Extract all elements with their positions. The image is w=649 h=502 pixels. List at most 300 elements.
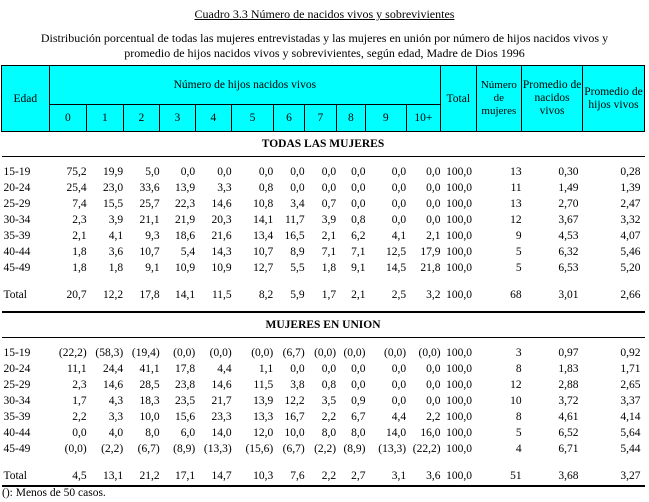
table-cell: 0,8 [258, 182, 274, 194]
header-col-1: 1 [87, 105, 124, 132]
table-cell: 0,0 [426, 214, 441, 226]
table-cell: 2,5 [391, 289, 407, 301]
table-cell: 0,92 [620, 347, 641, 359]
table-cell: 23,8 [175, 379, 196, 391]
table-cell: 3,68 [522, 468, 583, 486]
table-cell: (8,9) [343, 443, 366, 455]
table-cell: 2,65 [620, 379, 641, 391]
table-cell: 0,0 [391, 379, 407, 391]
table-row [2, 228, 645, 244]
table-cell: 100,0 [446, 289, 473, 301]
table-cell: 14,6 [211, 198, 232, 210]
table-cell: 0,0 [426, 166, 441, 178]
table-cell: (13,3) [378, 443, 407, 455]
table-cell: (0,0) [209, 347, 232, 359]
table-cell: 0,0 [351, 166, 366, 178]
row-label: Total [3, 289, 27, 301]
table-cell: 1,49 [558, 182, 579, 194]
table-cell: 100,0 [446, 443, 473, 455]
table-cell: 41,1 [139, 363, 160, 375]
table-cell: 0,0 [426, 198, 441, 210]
table-cell: 21,7 [211, 395, 232, 407]
table-cell: 3,1 [366, 468, 407, 486]
table-cell: 13,9 [175, 182, 196, 194]
header-promedio-nacidos: Promedio de nacidos vivos [522, 66, 583, 132]
table-cell: 3,8 [290, 379, 305, 391]
table-cell: 23,0 [103, 182, 124, 194]
table-cell: 100,0 [446, 262, 473, 274]
table-cell: 9,3 [145, 230, 160, 242]
table-cell: 20,3 [211, 214, 232, 226]
table-cell: 28,5 [139, 379, 160, 391]
table-cell: 3,6 [108, 246, 124, 258]
table-cell: 25,4 [66, 182, 87, 194]
table-cell: 10,9 [211, 262, 232, 274]
table-cell: 12,2 [103, 289, 124, 301]
row-label: Total [2, 468, 50, 486]
table-cell: (15,6) [245, 443, 274, 455]
row-label: 45-49 [3, 262, 31, 274]
table-cell: 3,32 [620, 214, 641, 226]
table-cell: 5,20 [620, 262, 641, 274]
footnote: (): Menos de 50 casos. [2, 487, 106, 499]
table-cell: 3,9 [108, 214, 124, 226]
table-cell: 10,0 [139, 411, 160, 423]
table-cell: 100,0 [446, 246, 473, 258]
table-cell: 13,1 [87, 468, 124, 486]
table-cell: 16,7 [284, 411, 305, 423]
table-cell: 9,1 [351, 262, 366, 274]
table-cell: 12 [510, 379, 522, 391]
header-col-2: 2 [123, 105, 160, 132]
spacer-row [2, 157, 645, 165]
table-cell: 17,8 [139, 289, 160, 301]
table-subtitle: Distribución porcentual de todas las mujeres entrevistadas y las mujeres en unión por número de hijos nacidos vivos y promedio de hijos nacidos vivos y sobrevivientes, según edad, Madre de Dios 1996 [40, 31, 609, 60]
table-cell: 18,6 [175, 230, 196, 242]
table-cell: 4,3 [108, 395, 124, 407]
header-col-4: 4 [195, 105, 232, 132]
header-col-6: 6 [273, 105, 304, 132]
table-cell: 14,0 [385, 427, 407, 439]
table-row [2, 260, 645, 276]
total-row [2, 287, 645, 304]
table-cell: 0,0 [351, 198, 366, 210]
table-cell: 17,1 [160, 468, 195, 486]
table-row [2, 180, 645, 196]
table-cell: 6,2 [351, 230, 366, 242]
table-cell: 5,46 [620, 246, 641, 258]
table-cell: (19,4) [131, 347, 160, 359]
table-cell: 8 [515, 411, 522, 423]
table-cell: (22,2) [412, 443, 441, 455]
header-col-10plus: 10+ [406, 105, 440, 132]
table-cell: (0,0) [173, 347, 196, 359]
table-cell: 5,5 [290, 262, 305, 274]
table-cell: 0,0 [321, 182, 337, 194]
table-cell: 14,6 [103, 379, 124, 391]
table-cell: 0,9 [351, 395, 366, 407]
table-cell: 16,0 [420, 427, 441, 439]
table-cell: 0,0 [426, 182, 441, 194]
table-cell: 1,7 [72, 395, 87, 407]
table-cell: 0,8 [351, 214, 366, 226]
table-row [2, 345, 645, 361]
section-header-row [2, 132, 645, 157]
table-cell: 13,9 [253, 395, 274, 407]
table-title: Cuadro 3.3 Número de nacidos vivos y sobrevivientes [194, 7, 455, 21]
table-cell: 6,7 [351, 411, 366, 423]
table-cell: 7,1 [321, 246, 337, 258]
table-row [2, 425, 645, 441]
table-row [2, 196, 645, 212]
table-cell: 11,5 [211, 289, 232, 301]
table-cell: 9 [515, 230, 522, 242]
table-cell: 5,4 [180, 246, 196, 258]
table-row [2, 164, 645, 180]
table-cell: 100,0 [446, 198, 473, 210]
table-cell: 4,53 [558, 230, 579, 242]
table-cell: 3,67 [558, 214, 579, 226]
section-label: TODAS LAS MUJERES [2, 132, 645, 157]
header-numero-mujeres: Número de mujeres [476, 66, 522, 132]
table-cell: 68 [510, 289, 522, 301]
table-cell: 5,44 [620, 443, 641, 455]
table-cell: 5,9 [290, 289, 305, 301]
spacer-row [2, 457, 645, 468]
table-cell: 2,3 [72, 214, 87, 226]
table-cell: 5,64 [620, 427, 641, 439]
table-cell: 7,6 [273, 468, 304, 486]
table-cell: 6,71 [558, 443, 579, 455]
table-cell: 2,1 [72, 230, 87, 242]
header-col-9: 9 [366, 105, 407, 132]
table-cell: 10,3 [232, 468, 274, 486]
table-cell: 4 [515, 443, 522, 455]
table-cell: 14,1 [253, 214, 274, 226]
table-cell: 2,7 [336, 468, 365, 486]
table-cell: 0,0 [290, 166, 305, 178]
row-label: 30-34 [3, 214, 31, 226]
table-cell: 100,0 [446, 347, 473, 359]
table-cell: 2,88 [558, 379, 579, 391]
table-cell: 100,0 [441, 468, 476, 486]
table-cell: 3,3 [108, 411, 124, 423]
table-cell: 14,5 [385, 262, 407, 274]
table-cell: 20,7 [66, 289, 87, 301]
table-cell: (0,0) [384, 347, 407, 359]
table-cell: (0,0) [251, 347, 274, 359]
table-cell: 100,0 [446, 230, 473, 242]
header-col-5: 5 [232, 105, 274, 132]
table-cell: 4,1 [391, 230, 407, 242]
table-cell: 0,0 [391, 214, 407, 226]
spacer-row [2, 276, 645, 287]
table-cell: 3,4 [290, 198, 305, 210]
row-label: 40-44 [3, 427, 31, 439]
table-cell: (6,7) [137, 443, 160, 455]
table-cell: 0,97 [558, 347, 579, 359]
table-cell: 1,8 [72, 262, 87, 274]
table-cell: 3,72 [558, 395, 579, 407]
table-cell: (0,0) [314, 347, 337, 359]
header-promedio-hijos: Promedio de hijos vivos [583, 66, 645, 132]
table-cell: 3,6 [406, 468, 440, 486]
table-cell: (8,9) [173, 443, 196, 455]
table-cell: 3,27 [583, 468, 645, 486]
table-cell: 0,0 [217, 166, 232, 178]
table-cell: 11 [510, 182, 522, 194]
table-cell: (58,3) [95, 347, 124, 359]
table-cell: 3 [515, 347, 522, 359]
table-cell: 22,3 [175, 198, 196, 210]
table-cell: 4,14 [620, 411, 641, 423]
table-cell: 100,0 [446, 379, 473, 391]
table-cell: 3,3 [217, 182, 232, 194]
row-label: 25-29 [3, 198, 31, 210]
table-cell: 1,83 [558, 363, 579, 375]
table-cell: 100,0 [446, 363, 473, 375]
table-row [2, 393, 645, 409]
table-cell: 4,07 [620, 230, 641, 242]
header-col-8: 8 [336, 105, 365, 132]
header-edad: Edad [2, 66, 50, 132]
table-cell: 6,52 [558, 427, 579, 439]
table-cell: 21,6 [211, 230, 232, 242]
row-label: 15-19 [3, 166, 31, 178]
table-cell: 0,0 [391, 182, 407, 194]
table-cell: 0,0 [391, 166, 407, 178]
table-cell: 1,8 [108, 262, 124, 274]
table-cell: 0,0 [321, 166, 337, 178]
row-label: 45-49 [3, 443, 31, 455]
header-group: Número de hijos nacidos vivos [49, 66, 440, 105]
spacer-row [2, 304, 645, 312]
table-cell: 1,8 [321, 262, 337, 274]
table-row [2, 212, 645, 228]
table-cell: (6,7) [282, 347, 305, 359]
table-cell: 2,47 [620, 198, 641, 210]
table-cell: 11,7 [284, 214, 305, 226]
table-cell: 10,7 [253, 246, 274, 258]
table-row [2, 441, 645, 457]
table-cell: 14,1 [175, 289, 196, 301]
row-label: 35-39 [3, 230, 31, 242]
table-cell: 9,1 [145, 262, 160, 274]
table-cell: 2,2 [426, 411, 441, 423]
table-cell: 0,0 [258, 166, 274, 178]
table-cell: 6,32 [558, 246, 579, 258]
table-cell: 25,7 [139, 198, 160, 210]
table-cell: 3,37 [620, 395, 641, 407]
table-cell: 0,0 [426, 363, 441, 375]
table-cell: 0,28 [620, 166, 641, 178]
table-cell: 19,9 [103, 166, 124, 178]
table-cell: 12,0 [253, 427, 274, 439]
table-cell: 2,66 [620, 289, 641, 301]
table-cell: 8 [515, 363, 522, 375]
table-cell: 1,71 [620, 363, 641, 375]
table-cell: 13,3 [253, 411, 274, 423]
table-cell: 13 [510, 198, 522, 210]
table-cell: 3,2 [426, 289, 441, 301]
table-cell: 0,0 [351, 363, 366, 375]
table-cell: 100,0 [446, 182, 473, 194]
table-cell: 3,01 [558, 289, 579, 301]
table-cell: (0,0) [64, 443, 87, 455]
row-label: 20-24 [3, 182, 31, 194]
table-cell: 8,0 [351, 427, 366, 439]
table-cell: (6,7) [282, 443, 305, 455]
row-label: 25-29 [3, 379, 31, 391]
table-row [2, 409, 645, 425]
table-cell: 100,0 [446, 427, 473, 439]
table-cell: 0,7 [321, 198, 337, 210]
table-cell: 16,5 [284, 230, 305, 242]
table-cell: 4,5 [49, 468, 87, 486]
table-cell: 7,4 [72, 198, 87, 210]
table-cell: 11,5 [253, 379, 274, 391]
table-cell: 0,0 [426, 395, 441, 407]
table-cell: 21,9 [175, 214, 196, 226]
row-label: 35-39 [3, 411, 31, 423]
table-cell: 12 [510, 214, 522, 226]
table-cell: 15,5 [103, 198, 124, 210]
data-table [1, 65, 645, 494]
table-cell: 100,0 [446, 166, 473, 178]
table-cell: 5 [515, 262, 522, 274]
table-cell: 100,0 [446, 214, 473, 226]
table-cell: (2,2) [101, 443, 124, 455]
table-cell: 17,8 [175, 363, 196, 375]
table-cell: 8,2 [258, 289, 274, 301]
table-cell: 3,9 [321, 214, 337, 226]
header-col-3: 3 [160, 105, 195, 132]
table-cell: 6,53 [558, 262, 579, 274]
table-cell: (0,0) [418, 347, 441, 359]
table-cell: 3,5 [321, 395, 337, 407]
table-cell: 2,1 [426, 230, 441, 242]
table-cell: 12,2 [284, 395, 305, 407]
header-col-7: 7 [305, 105, 336, 132]
table-cell: 0,0 [391, 395, 407, 407]
table-cell: 4,4 [217, 363, 232, 375]
table-cell: 0,0 [180, 166, 196, 178]
table-cell: 1,7 [321, 289, 337, 301]
table-cell: 1,1 [258, 363, 274, 375]
spacer-row [2, 338, 645, 346]
table-cell: 1,39 [620, 182, 641, 194]
table-cell: 10,7 [139, 246, 160, 258]
table-cell: 0,0 [351, 379, 366, 391]
table-cell: 4,61 [558, 411, 579, 423]
table-cell: 13,4 [253, 230, 274, 242]
table-cell: 12,7 [253, 262, 274, 274]
table-cell: 2,1 [321, 230, 337, 242]
table-cell: 0,0 [426, 379, 441, 391]
table-cell: 0,0 [72, 427, 87, 439]
table-cell: 13 [510, 166, 522, 178]
table-cell: 0,0 [351, 182, 366, 194]
table-cell: 15,6 [175, 411, 196, 423]
table-cell: 2,2 [321, 411, 337, 423]
table-cell: 7,1 [351, 246, 366, 258]
table-cell: (13,3) [203, 443, 232, 455]
table-cell: 5,0 [145, 166, 160, 178]
table-cell: 4,1 [108, 230, 124, 242]
table-cell: 2,1 [351, 289, 366, 301]
table-cell: (0,0) [343, 347, 366, 359]
table-cell: 14,3 [211, 246, 232, 258]
total-row [2, 468, 645, 486]
row-label: 15-19 [3, 347, 31, 359]
table-cell: 23,3 [211, 411, 232, 423]
table-cell: 14,7 [195, 468, 232, 486]
table-cell: 0,8 [321, 379, 337, 391]
table-cell: 4,0 [108, 427, 124, 439]
table-cell: 10,9 [175, 262, 196, 274]
table-cell: 4,4 [391, 411, 407, 423]
section-label: MUJERES EN UNION [2, 312, 645, 338]
table-cell: 21,8 [420, 262, 441, 274]
table-cell: 0,0 [391, 363, 407, 375]
table-cell: (22,2) [58, 347, 87, 359]
row-label: 40-44 [3, 246, 31, 258]
table-cell: (2,2) [314, 443, 337, 455]
table-cell: 0,0 [321, 363, 337, 375]
table-cell: 0,30 [558, 166, 579, 178]
row-label: 30-34 [3, 395, 31, 407]
table-cell: 51 [476, 468, 522, 486]
row-label: 20-24 [3, 363, 31, 375]
table-cell: 100,0 [446, 395, 473, 407]
table-cell: 2,70 [558, 198, 579, 210]
table-header [2, 66, 645, 132]
table-cell: 1,8 [72, 246, 87, 258]
header-col-0: 0 [49, 105, 87, 132]
table-cell: 0,0 [290, 363, 305, 375]
table-cell: 11,1 [66, 363, 87, 375]
table-cell: 0,0 [391, 198, 407, 210]
table-cell: 8,0 [145, 427, 160, 439]
table-cell: 8,0 [321, 427, 337, 439]
table-row [2, 361, 645, 377]
section-header-row [2, 312, 645, 338]
table-cell: 24,4 [103, 363, 124, 375]
table-cell: 10 [510, 395, 522, 407]
table-cell: 100,0 [446, 411, 473, 423]
table-cell: 33,6 [139, 182, 160, 194]
table-cell: 14,6 [211, 379, 232, 391]
table-cell: 5 [515, 427, 522, 439]
table-cell: 10,0 [284, 427, 305, 439]
table-cell: 23,5 [175, 395, 196, 407]
table-cell: 2,2 [305, 468, 336, 486]
table-cell: 12,5 [385, 246, 407, 258]
table-cell: 0,0 [290, 182, 305, 194]
table-cell: 2,3 [72, 379, 87, 391]
table-cell: 14,0 [211, 427, 232, 439]
table-cell: 2,2 [72, 411, 87, 423]
table-cell: 6,0 [180, 427, 196, 439]
table-cell: 21,1 [139, 214, 160, 226]
table-row [2, 244, 645, 260]
table-row [2, 377, 645, 393]
table-cell: 10,8 [253, 198, 274, 210]
table-cell: 17,9 [420, 246, 441, 258]
table-body [2, 132, 645, 495]
table-cell: 18,3 [139, 395, 160, 407]
table-cell: 21,2 [123, 468, 160, 486]
